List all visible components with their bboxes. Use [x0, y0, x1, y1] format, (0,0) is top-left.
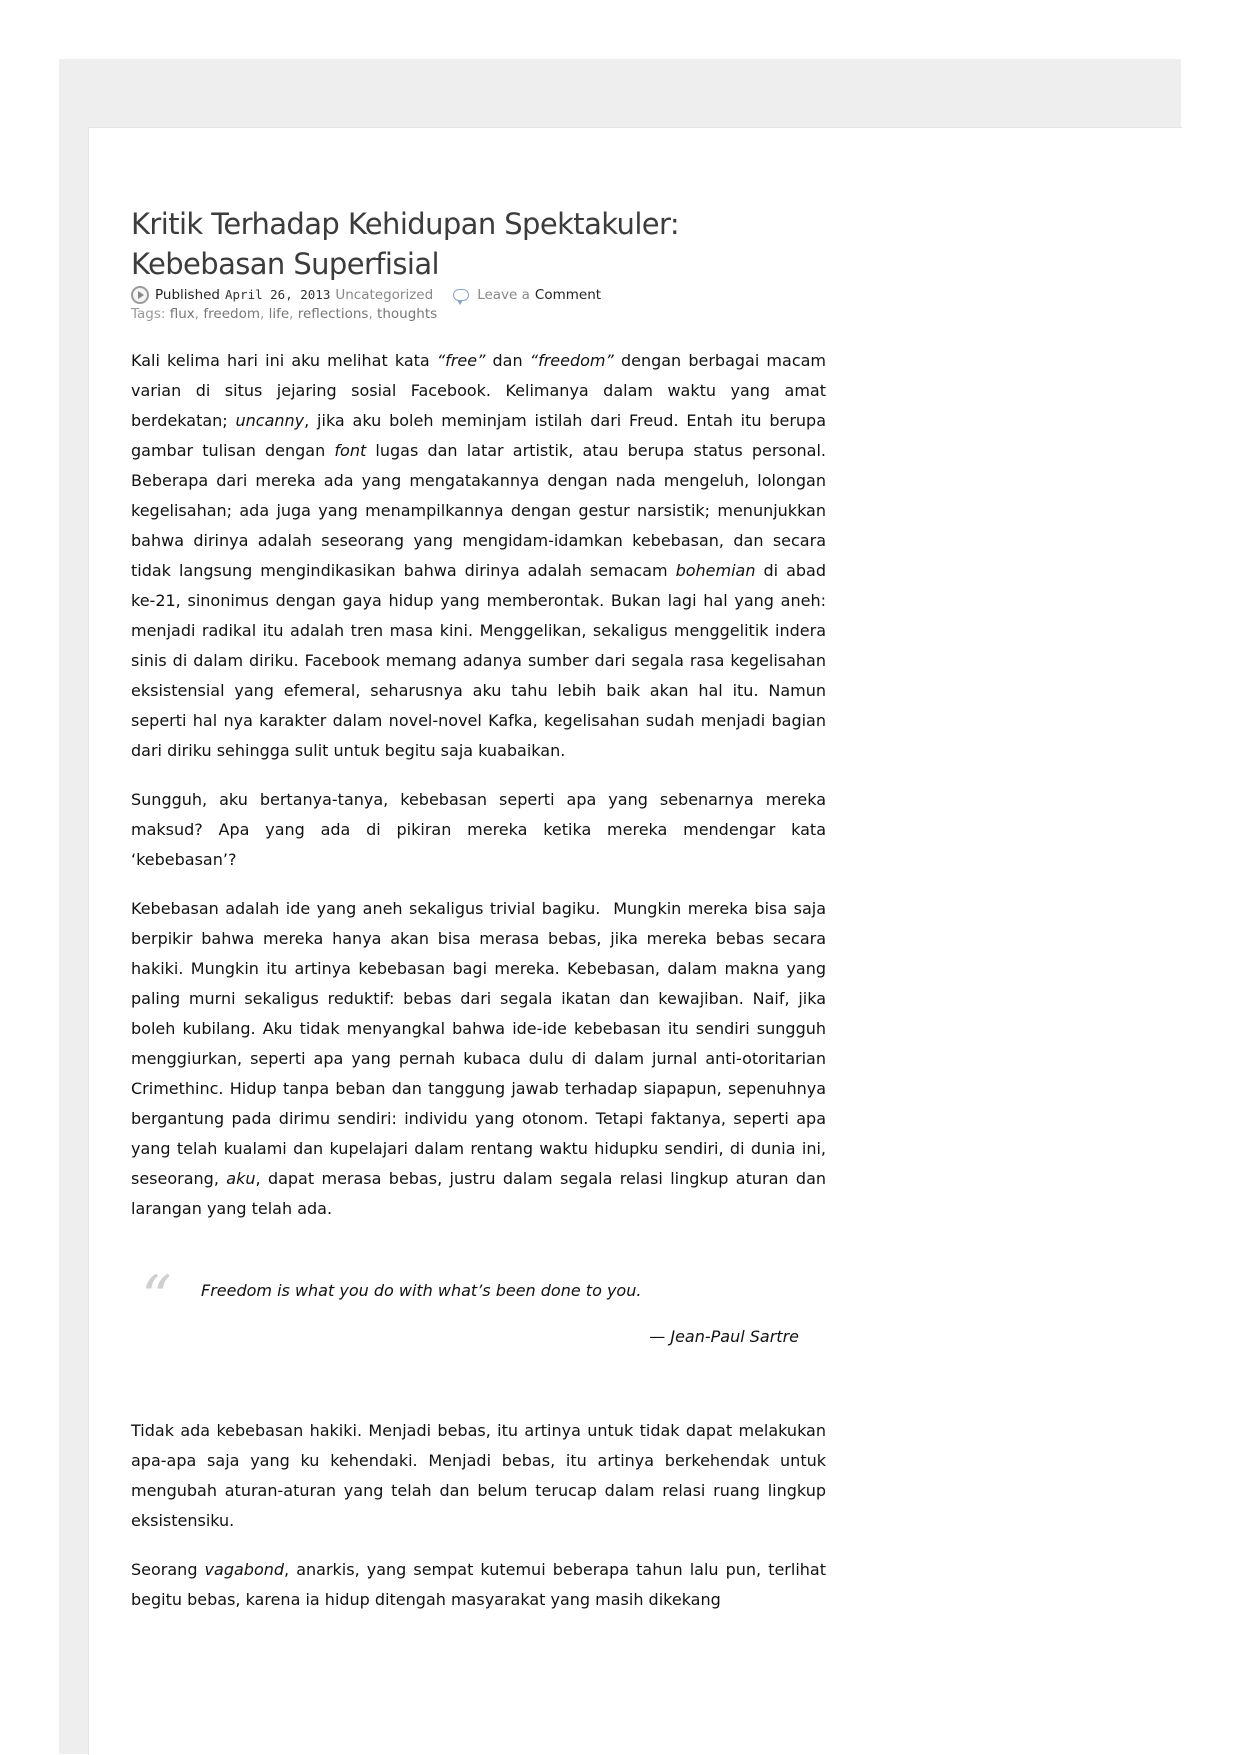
paragraph-5-text: , anarkis, yang sempat kutemui beberapa tahun lalu pun, terlihat begitu bebas, karena ia hidup ditengah masyarakat yang masih dikekang — [131, 1560, 826, 1609]
comment-icon — [453, 289, 469, 301]
article — [131, 204, 826, 1634]
paragraph-3-text: Kebebasan adalah ide yang aneh sekaligus trivial bagiku. Mungkin mereka bisa saja berpikir bahwa mereka hanya akan bisa merasa bebas, jika mereka bebas secara hakiki. Mungkin itu artinya kebebasan bagi mereka. Kebebasan, dalam makna yang paling murni sekaligus reduktif: bebas dari segala ikatan dan kewajiban. Naif, jika boleh kubilang. Aku tidak menyangkal bahwa ide-ide kebebasan itu sendiri sungguh menggiurkan, seperti apa yang pernah kubaca dulu di dalam jurnal anti-otoritarian Crimethinc. Hidup tanpa beban dan tanggung jawab terhadap siapapun, sepenuhnya bergantung pada dirimu sendiri: individu yang otonom. Tetapi faktanya, seperti apa yang telah kualami dan kupelajari dalam rentang waktu hidupku sendiri, di dunia ini, seseorang, — [131, 899, 826, 1188]
paragraph-5 — [131, 1555, 826, 1615]
quote-mark-icon: “ — [141, 1263, 172, 1333]
emphasis-aku: aku — [226, 1169, 256, 1188]
tag-link-flux[interactable]: flux — [169, 306, 195, 322]
published-label: Published — [155, 287, 220, 303]
comment-prefix: Leave a — [477, 287, 530, 303]
paragraph-1-text: , jika aku boleh meminjam istilah dari Freud. Entah itu berupa gambar tulisan dengan — [131, 411, 827, 460]
quote-text: Freedom is what you do with what’s been done to you. — [201, 1281, 642, 1300]
tags-label: Tags: — [131, 306, 166, 322]
sartre-quote — [131, 1263, 826, 1352]
paragraph-5-text: Seorang — [131, 1560, 205, 1579]
post-body — [131, 346, 826, 1615]
quote-citation: — Jean-Paul Sartre — [649, 1327, 799, 1346]
emphasis-bohemian: bohemian — [675, 561, 756, 580]
paragraph-4: Tidak ada kebebasan hakiki. Menjadi bebas, itu artinya untuk tidak dapat melakukan apa-apa saja yang ku kehendaki. Menjadi bebas, itu artinya berkehendak untuk mengubah aturan-aturan yang telah dan belum terucap dalam relasi ruang lingkup eksistensiku. — [131, 1421, 826, 1530]
post-tags: Tags: flux, freedom, life, reflections, thoughts — [131, 306, 438, 322]
tag-link-freedom[interactable]: freedom — [203, 306, 260, 322]
paragraph-1 — [131, 346, 826, 766]
paragraph-1-text: Kali kelima hari ini aku melihat kata — [131, 351, 437, 370]
paragraph-2: Sungguh, aku bertanya-tanya, kebebasan seperti apa yang sebenarnya mereka maksud? Apa yang ada di pikiran mereka ketika mereka mendengar kata ‘kebebasan’? — [131, 790, 826, 869]
content-card — [88, 127, 1182, 1755]
post-title-line1[interactable]: Kritik Terhadap Kehidupan Spektakuler: — [131, 207, 680, 241]
emphasis-vagabond: vagabond — [204, 1560, 285, 1579]
paragraph-1-text: dan — [485, 351, 530, 370]
post-meta — [131, 285, 826, 305]
page-frame — [59, 59, 1181, 1754]
post-title[interactable] — [131, 204, 826, 284]
emphasis-free: “free” — [436, 351, 486, 370]
tag-link-thoughts[interactable]: thoughts — [377, 306, 438, 322]
tag-link-life[interactable]: life — [268, 306, 290, 322]
paragraph-3-text: , dapat merasa bebas, justru dalam segala relasi lingkup aturan dan larangan yang telah ada. — [131, 1169, 827, 1218]
published-icon — [131, 286, 149, 304]
emphasis-font: font — [334, 441, 367, 460]
tag-link-reflections[interactable]: reflections — [297, 306, 369, 322]
leave-comment-link[interactable]: Comment — [534, 287, 602, 303]
category-link[interactable]: Uncategorized — [335, 287, 434, 303]
post-title-line2[interactable]: Kebebasan Superfisial — [131, 247, 439, 281]
emphasis-freedom: “freedom” — [529, 351, 614, 370]
emphasis-uncanny: uncanny — [235, 411, 305, 430]
post-date[interactable]: April 26, 2013 — [225, 287, 331, 302]
paragraph-1-text: di abad ke-21, sinonimus dengan gaya hidup yang memberontak. Bukan lagi hal yang aneh: menjadi radikal itu adalah tren masa kini. Menggelikan, sekaligus menggelitik indera sinis di dalam diriku. Facebook memang adanya sumber dari segala rasa kegelisahan eksistensial yang efemeral, seharusnya aku tahu lebih baik akan hal itu. Namun seperti hal nya karakter dalam novel-novel Kafka, kegelisahan sudah menjadi bagian dari diriku sehingga sulit untuk begitu saja kuabaikan. — [131, 561, 826, 760]
paragraph-3 — [131, 894, 826, 1224]
paragraph-1-text: lugas dan latar artistik, atau berupa status personal. Beberapa dari mereka ada yang mengatakannya dengan nada mengeluh, lolongan kegelisahan; ada juga yang menampilkannya dengan gestur narsistik; menunjukkan bahwa dirinya adalah seseorang yang mengidam-idamkan kebebasan, dan secara tidak langsung mengindikasikan bahwa dirinya adalah semacam — [131, 441, 826, 580]
paragraph-1-text: dengan berbagai macam varian di situs jejaring sosial Facebook. Kelimanya dalam waktu yang amat berdekatan; — [131, 351, 827, 430]
